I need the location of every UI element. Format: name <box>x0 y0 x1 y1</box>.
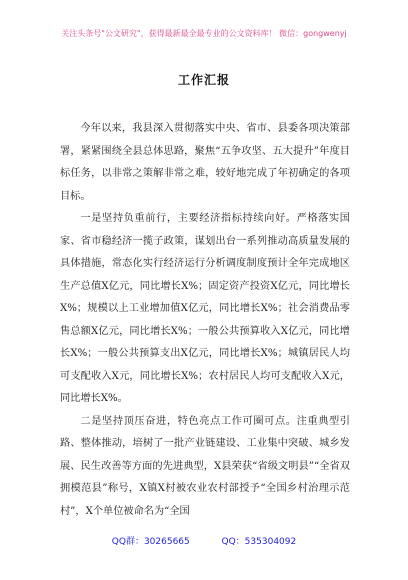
footer-qq: QQ：535304092 <box>221 537 297 547</box>
top-banner: 关注头条号"公文研究"，获得最新最全最专业的公文资料库！ 微信：gongwenyj <box>61 29 347 38</box>
paragraph-intro: 今年以来，我县深入贯彻落实中央、省市、县委各项决策部署，紧紧围绕全县总体思路，聚焦“五争攻坚、五大提升”年度目标任务，以非常之策解非常之难，较好地完成了年初确定的各项目标。 <box>60 123 350 202</box>
footer-contact <box>0 534 408 547</box>
footer-qq-group: QQ群：30265665 <box>111 537 190 547</box>
paragraph-economy: 一是坚持负重前行，主要经济指标持续向好。严格落实国家、省市稳经济一揽子政策，谋划出台一系列推动高质量发展的具体措施，常态化实行经济运行分析调度制度预计全年完成地区生产总值X亿元，同比增长X%；固定资产投资X亿元，同比增长X%；规模以上工业增加值X亿元，同比增长X%；社会消费品零售总额X亿元，同比增长X%；一般公共预算收入X亿元，同比增长X%；一般公共预算支出X亿元，同比增长X%；城镇居民人均可支配收入X元，同比增长X%；农村居民人均可支配收入X元，同比增长X%。 <box>60 213 350 404</box>
document-body <box>60 118 350 523</box>
document-title: 工作汇报 <box>177 73 230 87</box>
paragraph-highlights: 二是坚持顶压奋进，特色亮点工作可圈可点。注重典型引路、整体推动，培树了一批产业链建设、工业集中突破、城乡发展、民生改善等方面的先进典型，X县荣获“省级文明县”“全省双拥模范县”称号，X镇X村被农业农村部授予“全国乡村治理示范村”，X个单位被命名为“全国 <box>60 415 350 517</box>
